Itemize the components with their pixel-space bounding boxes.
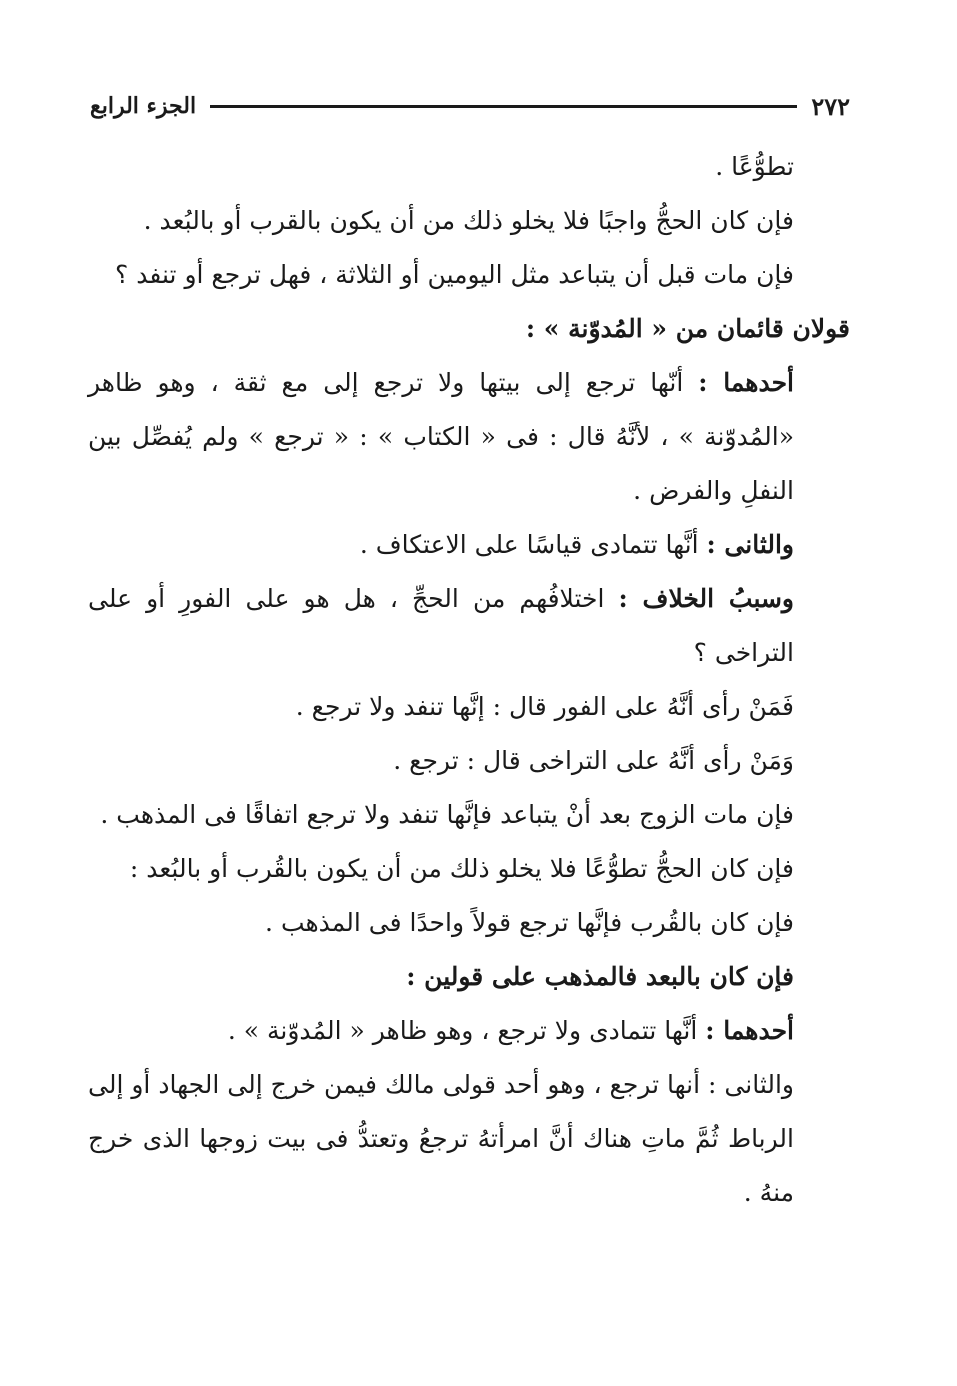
paragraph [88, 356, 850, 518]
paragraph: فَمَنْ رأى أنَّهُ على الفور قال : إنَّها تنفد ولا ترجع . [295, 692, 794, 721]
paragraph-text: أنَّها تتمادى ولا ترجع ، وهو ظاهر « المُدوّنة » . [227, 1016, 706, 1045]
paragraph: فإن مات الزوج بعد أنْ يتباعد فإنَّها تنفد ولا ترجع اتفاقًا فى المذهب . [100, 800, 794, 829]
paragraph: فإن مات قبل أن يتباعد مثل اليومين أو الثلاثة ، فهل ترجع أو تنفد ؟ [115, 260, 794, 289]
paragraph-label: أحدهما : [705, 1016, 794, 1045]
paragraph-text: أنَّها تتمادى قياسًا على الاعتكاف . [359, 530, 707, 559]
paragraph-label: أحدهما : [698, 368, 794, 397]
paragraph-label: والثانى : [706, 530, 794, 559]
header-rule [210, 105, 797, 108]
paragraph: فإن كان الحجُّ واجبًا فلا يخلو ذلك من أن يكون بالقرب أو بالبُعد . [143, 206, 794, 235]
page-header [90, 88, 850, 124]
paragraph [88, 572, 850, 680]
paragraph-text: اختلافُهم من الحجِّ ، هل هو على الفورِ أو على التراخى ؟ [88, 584, 794, 667]
section-heading: قولان قائمان من « المُدوّنة » : [525, 314, 850, 343]
paragraph [88, 1004, 850, 1058]
paragraph-continuation: تطوُّعًا . [715, 152, 794, 181]
page-body [88, 140, 850, 1220]
paragraph: فإن كان بالقُرب فإنَّها ترجع قولاً واحدًا فى المذهب . [265, 908, 794, 937]
paragraph: والثانى : أنها ترجع ، وهو أحد قولى مالك فيمن خرج إلى الجهاد أو إلى الرباط ثُمَّ ماتِ هناك أنَّ امرأتهُ ترجعُ وتعتدُّ فى بيت زوجها الذى خرج منهُ . [88, 1070, 794, 1207]
page-number: ٢٧٢ [811, 91, 850, 121]
paragraph [88, 518, 850, 572]
paragraph: وَمَنْ رأى أنَّهُ على التراخى قال : ترجع . [393, 746, 794, 775]
paragraph-label: وسببُ الخلاف : [618, 584, 795, 613]
running-title: الجزء الرابع [90, 93, 197, 119]
paragraph-text: أنّها ترجع إلى بيتها ولا ترجع إلى مع ثقة ، وهو ظاهر «المُدوّنة » ، لأنَّهُ قال : فى « الكتاب » : « ترجع » ولم يُفصِّل بين النفلِ والفرض . [88, 368, 794, 505]
section-heading: فإن كان بالبعد فالمذهب على قولين : [406, 962, 794, 991]
paragraph: فإن كان الحجُّ تطوُّعًا فلا يخلو ذلك من أن يكون بالقُرب أو بالبُعد : [129, 854, 794, 883]
